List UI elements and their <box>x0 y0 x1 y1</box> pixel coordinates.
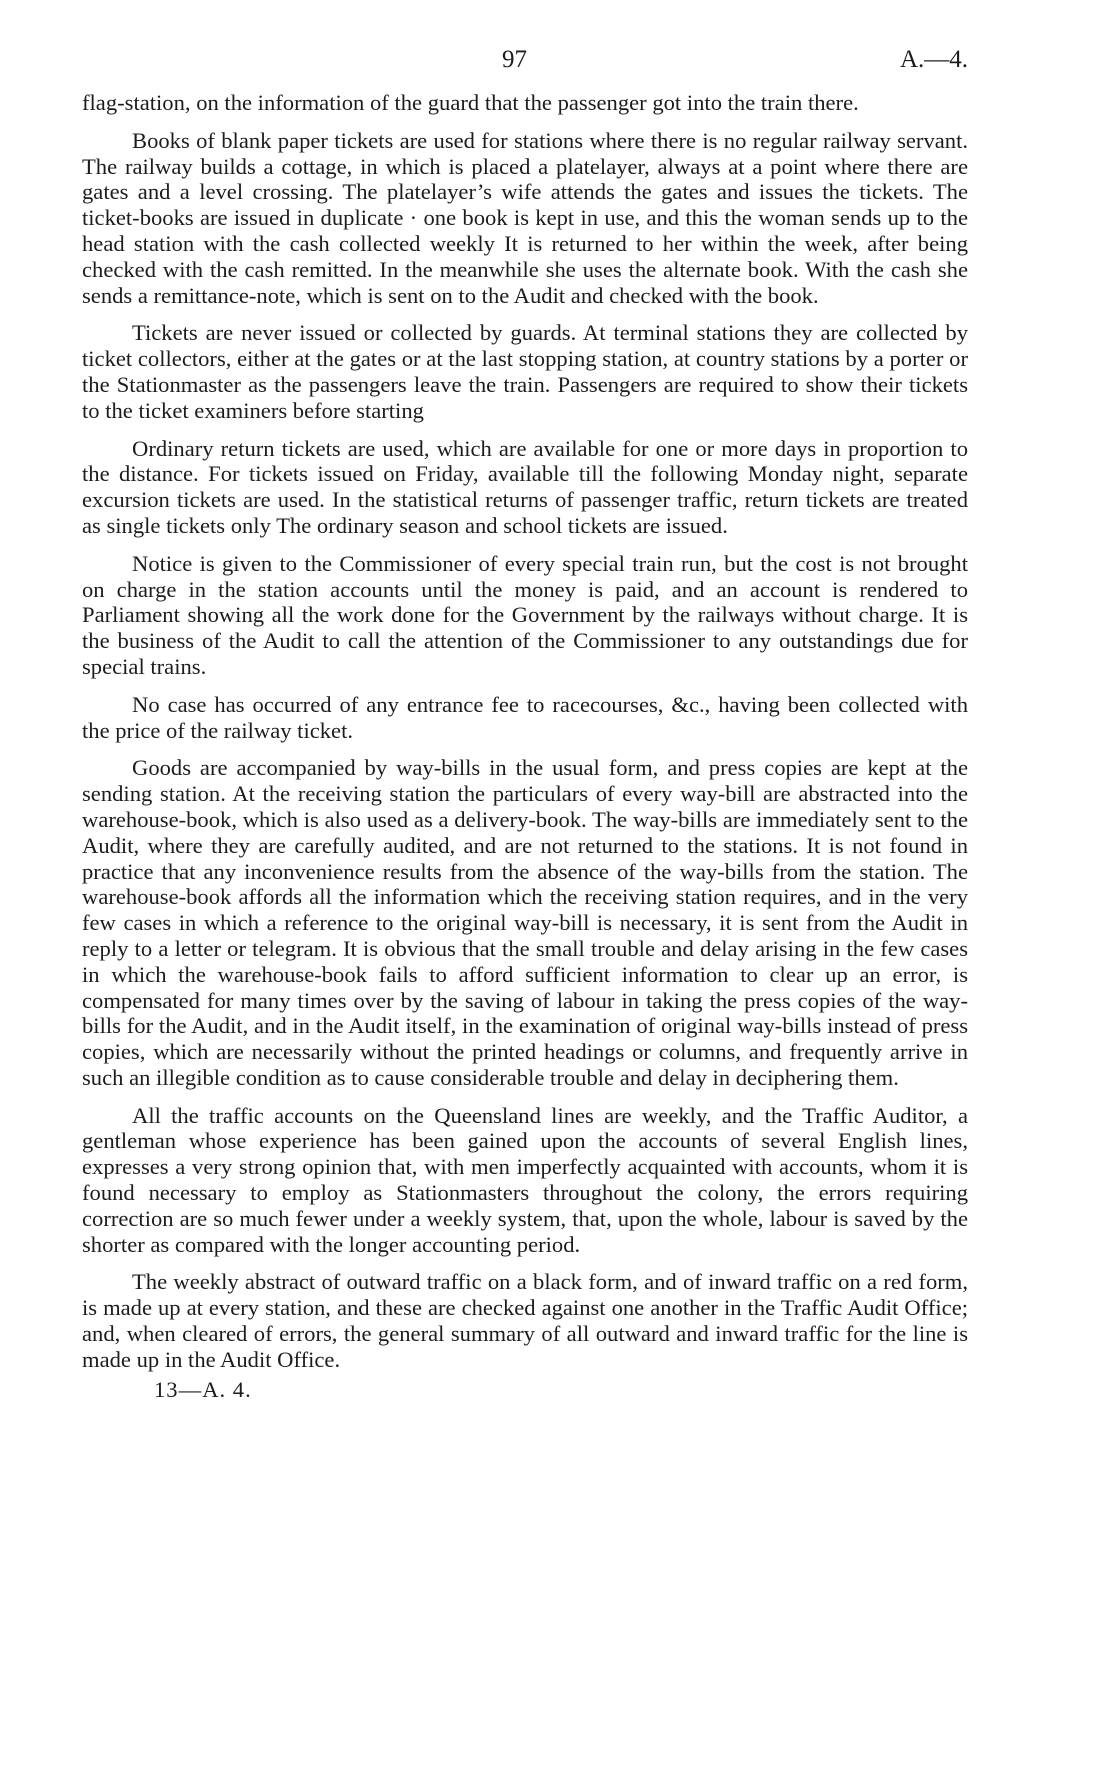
paragraph-continuation: flag-station, on the information of the guard that the passenger got into the train there. <box>82 90 859 115</box>
paper-reference: A.—4. <box>899 46 968 73</box>
paragraph-special-trains: Notice is given to the Commissioner of every special train run, but the cost is not brought on charge in the station accounts until the money is paid, and an account is rendered to Parliament showing all the work done for the Government by the railways without charge. It is the business of the Audit to call the attention of the Commissioner to any outstandings due for special trains. <box>82 550 968 679</box>
paragraph-racecourse-fees: No case has occurred of any entrance fee to racecourses, &c., having been collected with the price of the railway ticket. <box>82 691 968 743</box>
page-number: 97 <box>502 46 527 73</box>
document-page <box>82 46 968 1403</box>
paragraph-ticket-books: Books of blank paper tickets are used for stations where there is no regular railway servant. The railway builds a cottage, in which is placed a platelayer, always at a point where there are gates and a level crossing. The platelayer’s wife attends the gates and issues the tickets. The ticket-books are issued in duplicate · one book is kept in use, and this the woman sends up to the head station with the cash collected weekly It is returned to her within the week, after being checked with the cash remitted. In the meanwhile she uses the alternate book. With the cash she sends a remittance-note, which is sent on to the Audit and checked with the book. <box>82 127 968 308</box>
page-header <box>82 46 968 90</box>
paragraph-way-bills: Goods are accompanied by way-bills in the usual form, and press copies are kept at the sending station. At the receiving station the particulars of every way-bill are abstracted into the warehouse-book, which is also used as a delivery-book. The way-bills are immediately sent to the Audit, where they are carefully audited, and are not returned to the stations. It is not found in practice that any inconvenience results from the absence of the way-bills from the station. The warehouse-book affords all the information which the receiving station requires, and in the very few cases in which a reference to the original way-bill is necessary, it is sent from the Audit in reply to a letter or telegram. It is obvious that the small trouble and delay arising in the few cases in which the warehouse-book fails to afford sufficient information to clear up an error, is compensated for many times over by the saving of labour in taking the press copies of the way-bills for the Audit, and in the Audit itself, in the examination of original way-bills instead of press copies, which are necessarily without the printed headings or columns, and frequently arrive in such an illegible condition as to cause considerable trouble and delay in deciphering them. <box>82 755 968 1090</box>
sheet-signature: 13—A. 4. <box>154 1376 252 1402</box>
paragraph-weekly-abstract: The weekly abstract of outward traffic on a black form, and of inward traffic on a red form, is made up at every station, and these are checked against one another in the Traffic Audit Office; and, when cleared of errors, the general summary of all outward and inward traffic for the line is made up in the Audit Office. <box>82 1269 968 1372</box>
paragraph-return-tickets: Ordinary return tickets are used, which are available for one or more days in proportion to the distance. For tickets issued on Friday, available till the following Monday night, separate excursion tickets are used. In the statistical returns of passenger traffic, return tickets are treated as single tickets only The ordinary season and school tickets are issued. <box>82 435 968 538</box>
paragraph-weekly-accounts: All the traffic accounts on the Queensland lines are weekly, and the Traffic Auditor, a gentleman whose experience has been gained upon the accounts of several English lines, expresses a very strong opinion that, with men imperfectly acquainted with accounts, whom it is found necessary to employ as Stationmasters throughout the colony, the errors requiring correction are so much fewer under a weekly system, that, upon the whole, labour is saved by the shorter as compared with the longer accounting period. <box>82 1102 968 1257</box>
paragraph-ticket-collection: Tickets are never issued or collected by guards. At terminal stations they are collected by ticket collectors, either at the gates or at the last stopping station, at country stations by a porter or the Stationmaster as the passengers leave the train. Passengers are required to show their tickets to the ticket examiners before starting <box>82 320 968 423</box>
